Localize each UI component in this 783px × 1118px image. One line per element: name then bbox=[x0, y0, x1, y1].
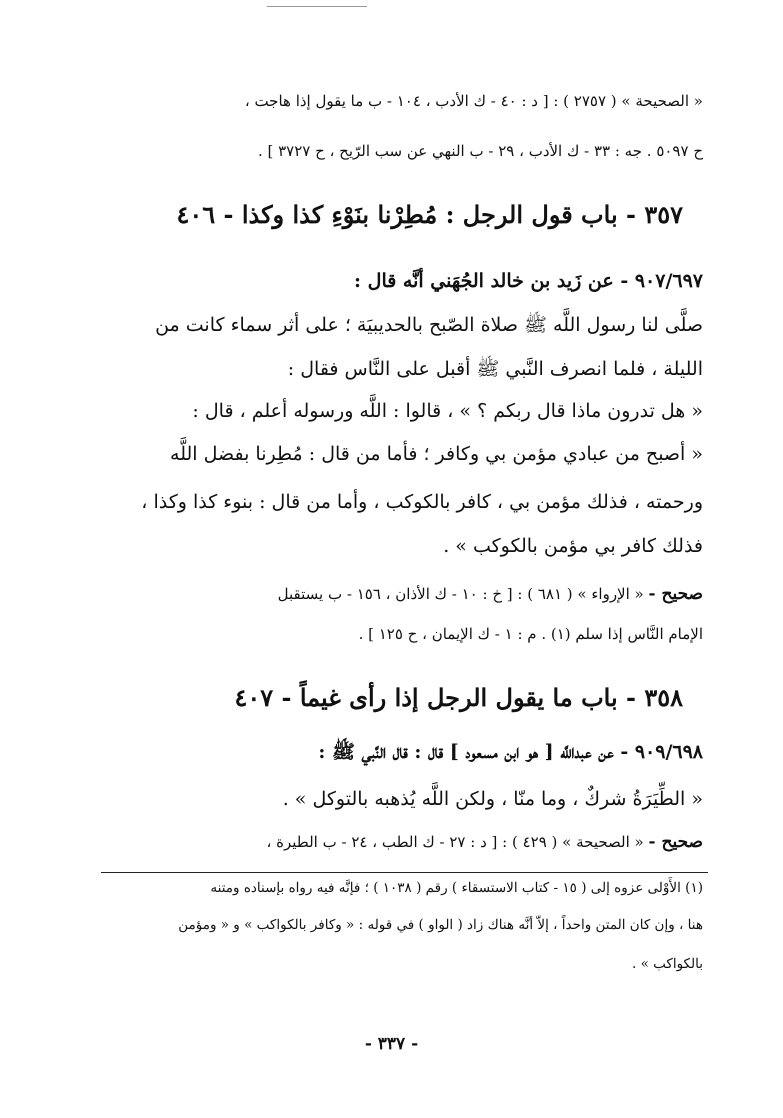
top-rule bbox=[267, 6, 367, 7]
hadith-text-line: صلَّى لنا رسول اللَّه ﷺ صلاة الصّبح بالحديبيَة ؛ على أثر سماء كانت من bbox=[155, 314, 703, 336]
grading-label: صحيح - bbox=[648, 584, 703, 604]
hadith-text-line: الليلة ، فلما انصرف النَّبي ﷺ أقبل على النَّاس فقال : bbox=[287, 358, 703, 380]
footnote-rule bbox=[101, 872, 708, 873]
grading-reference: « الإرواء » ( ٦٨١ ) : [ خ : ١٠ - ك الأذان ، ١٥٦ - ب يستقبل bbox=[277, 585, 649, 603]
hadith-text-line: « هل تدرون ماذا قال ربكم ؟ » ، قالوا : اللَّه ورسوله أعلم ، قال : bbox=[192, 400, 703, 422]
hadith-text-line: « الطِّيَرَةُ شركٌ ، وما منّا ، ولكن اللَّه يُذهبه بالتوكل » . bbox=[282, 788, 703, 810]
hadith-text-line: « أصبح من عبادي مؤمن بي وكافر ؛ فأما من قال : مُطِرنا بفضل اللَّه bbox=[170, 443, 703, 465]
footnote-line: (١) الأَوْلى عزوه إلى ( ١٥ - كتاب الاستسقاء ) رقم ( ١٠٣٨ ) ؛ فإنَّه فيه رواه بإسناده ومتنه bbox=[210, 880, 703, 896]
hadith-number-line: ٩٠٧/٦٩٧ - عن زَيد بن خالد الجُهَني أنَّه قال : bbox=[354, 270, 703, 292]
hadith-text-line: فذلك كافر بي مؤمن بالكوكب » . bbox=[443, 535, 703, 557]
grading-label: صحيح - bbox=[648, 832, 703, 852]
page-number: - ٣٣٧ - bbox=[364, 1034, 419, 1054]
chapter-heading: ٣٥٧ - باب قول الرجل : مُطِرْنا بنَوْءِ كذا وكذا - ٤٠٦ bbox=[176, 200, 683, 229]
chapter-heading: ٣٥٨ - باب ما يقول الرجل إذا رأى غيماً - ٤٠٧ bbox=[234, 683, 683, 712]
footnote-line: بالكواكب » . bbox=[632, 956, 703, 972]
reference-line: « الصحيحة » ( ٢٧٥٧ ) : [ د : ٤٠ - ك الأدب ، ١٠٤ - ب ما يقول إذا هاجت ، bbox=[244, 92, 703, 110]
grading-line bbox=[278, 584, 703, 604]
hadith-text-line: ورحمته ، فذلك مؤمن بي ، كافر بالكوكب ، وأما من قال : بنوء كذا وكذا ، bbox=[141, 491, 703, 513]
grading-line bbox=[267, 832, 703, 852]
hadith-number-line: ٩٠٩/٦٩٨ - عن عبداللَّه [ هو ابن مسعود ] قال : قال النَّبي ﷺ : bbox=[318, 741, 703, 763]
footnote-line: هنا ، وإن كان المتن واحداً ، إلاّ أنَّه هناك زاد ( الواو ) في قوله : « وكافر بالكواكب » و « ومؤمن bbox=[178, 917, 703, 933]
reference-line: ح ٥٠٩٧ . جه : ٣٣ - ك الأدب ، ٢٩ - ب النهي عن سب الرّيح ، ح ٣٧٢٧ ] . bbox=[257, 142, 703, 160]
reference-line: الإمام النَّاس إذا سلم (١) . م : ١ - ك الإيمان ، ح ١٢٥ ] . bbox=[358, 625, 703, 643]
grading-reference: « الصحيحة » ( ٤٢٩ ) : [ د : ٢٧ - ك الطب ، ٢٤ - ب الطيرة ، bbox=[266, 833, 649, 851]
